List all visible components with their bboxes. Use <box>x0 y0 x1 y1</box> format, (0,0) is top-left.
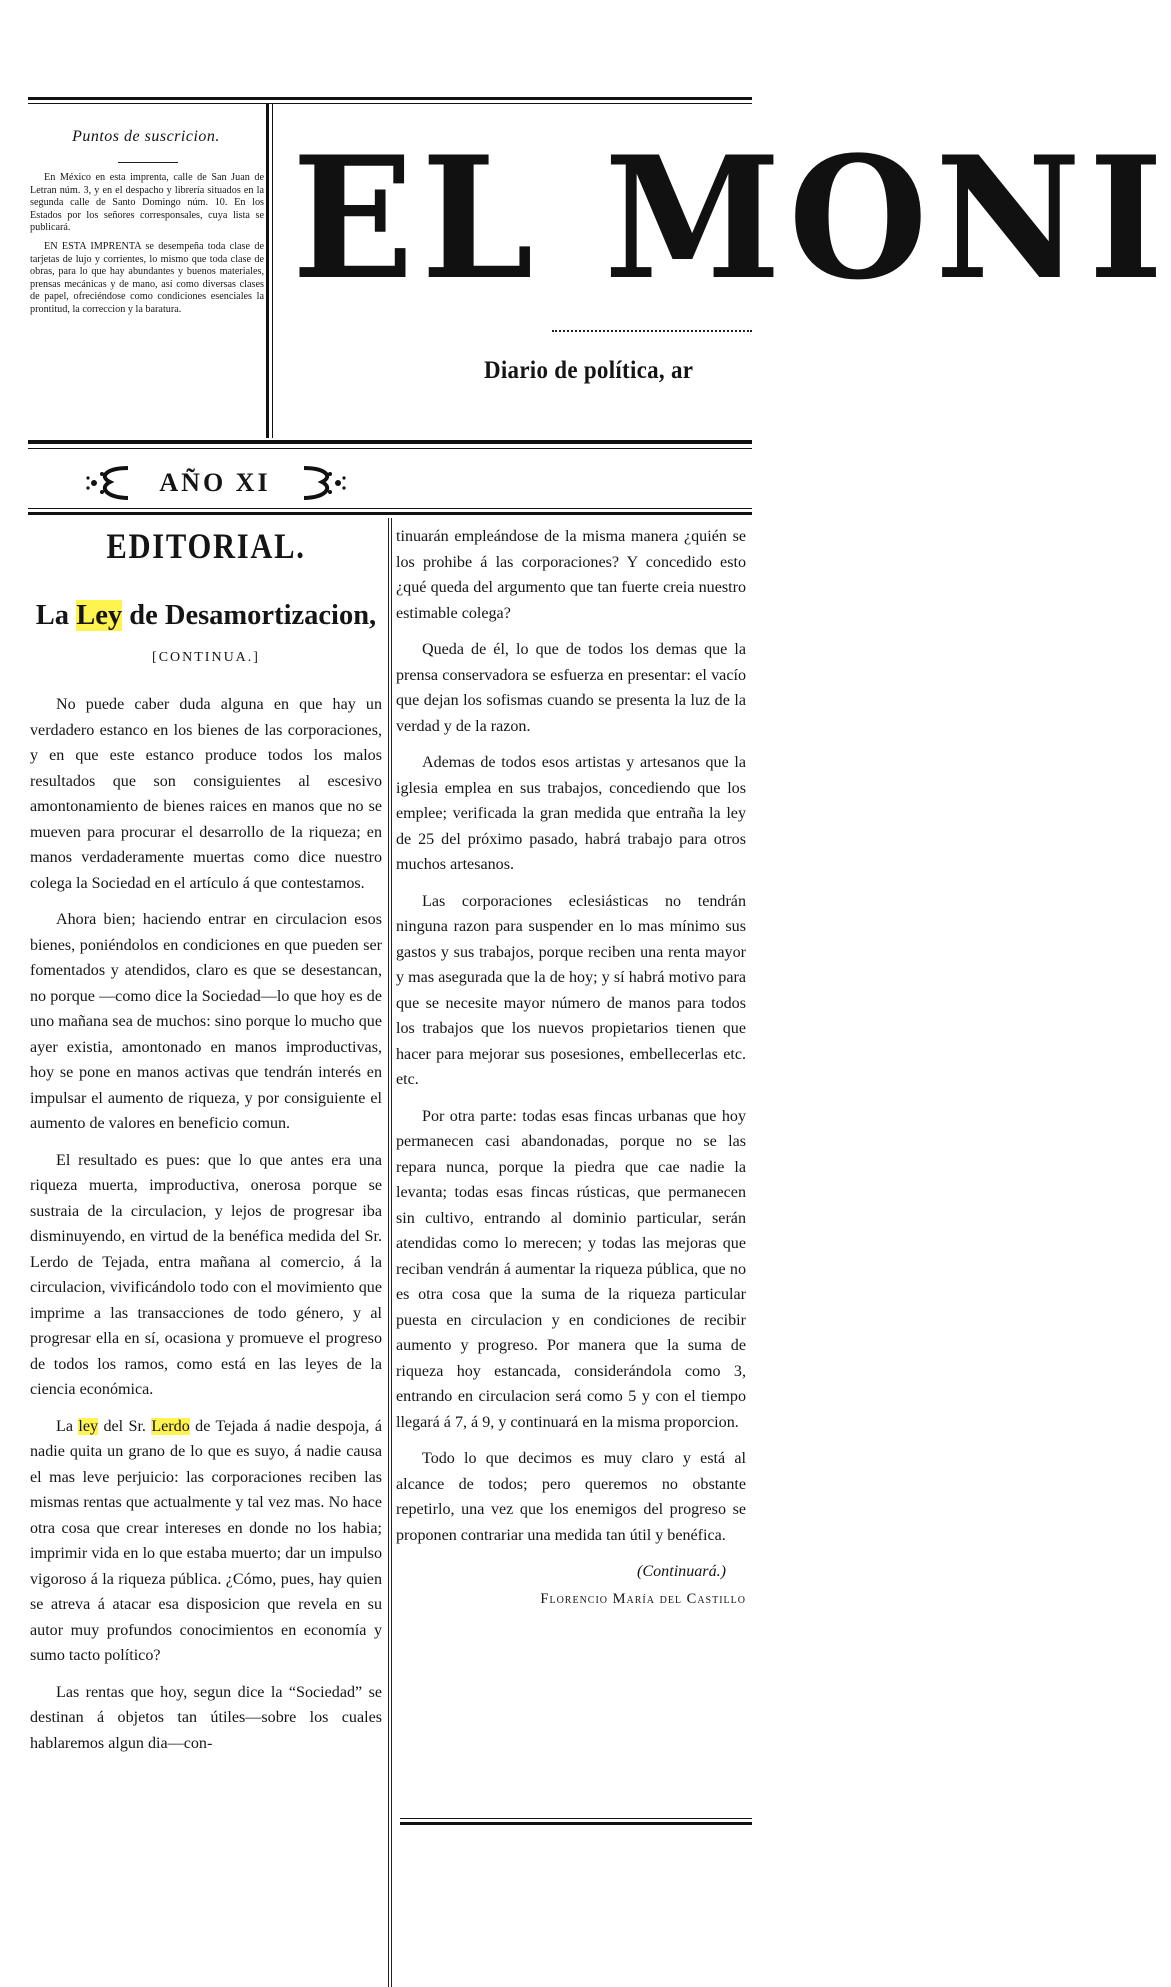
article-paragraph: tinuarán empleándose de la misma manera ¿quién se los prohibe á las corporaciones? Y concedido esto ¿qué queda del argumento que tan fuerte creia nuestro estimable colega? <box>396 528 746 622</box>
title-dotted-rule <box>552 330 752 332</box>
article-paragraph: Por otra parte: todas esas fincas urbanas que hoy permanecen casi abandonadas, porque no se las repara nunca, porque la piedra que cae nadie la levanta; todas esas fincas rústicas, que permanecen sin cultivo, entrando al dominio particular, serán atendidas como lo merecen; y todas las mejoras que reciban vendrán á aumentar la riqueza pública, que no es otra cosa que la suma de la riqueza particular puesta en circulacion y en condiciones de recibir aumento y progreso. Por manera que la suma de riqueza hoy estancada, considerándola como 3, entrando en circulacion será como 5 y con el tiempo llegará á 7, á 9, y continuará en la misma proporcion. <box>396 1107 746 1431</box>
article-paragraph: Ahora bien; haciendo entrar en circulacion esos bienes, poniéndolos en condiciones en que pueden ser fomentados y atendidos, claro es que se desestancan, no porque —como dice la Sociedad—lo que hoy es de uno mañana sea de muchos: sino porque lo mucho que ayer existia, amontonado en manos improductivas, hoy se pone en manos activas que tendrán interés en impulsar el aumento de riqueza, y por consiguiente el aumento de valores en beneficio comun. <box>30 911 382 1132</box>
subscription-info <box>30 172 264 317</box>
masthead-column-separator-thin <box>272 103 273 438</box>
year-label: AÑO XI <box>159 468 271 497</box>
right-column <box>396 524 746 1612</box>
article-paragraph: El resultado es pues: que lo que antes era una riqueza muerta, improductiva, onerosa porque se sustraia de la circulacion, y lejos de progresar iba disminuyendo, en virtud de la benéfica medida del Sr. Lerdo de Tejada, entra mañana al comercio, á la circulacion, vivificándolo todo con el movimiento que imprime a las transacciones de todo género, y al progresar ella en sí, ocasiona y promueve el progreso de todos los ramos, como está en las leyes de la ciencia económica. <box>30 1151 382 1398</box>
year-banner-bottom-rule-thin <box>28 508 752 509</box>
printing-paragraph: EN ESTA IMPRENTA se desempeña toda clase de tarjetas de lujo y corrientes, lo mismo que toda clase de obras, para lo que hay abundantes y buenos materiales, prensas mecánicas y de mano, así como diversas clases de papel, ofreciéndose como condiciones esenciales la prontitud, la correccion y la baratura. <box>30 240 264 315</box>
highlighted-term: ley <box>78 1417 99 1435</box>
continued-label: [CONTINUA.] <box>152 650 260 665</box>
subscription-paragraph: En México en esta imprenta, calle de San Juan de Letran núm. 3, y en el despacho y librería situados en la segunda calle de Santo Domingo núm. 10. En los Estados por los señores corresponsales, cuya lista se publicará. <box>30 172 264 234</box>
article-paragraph: No puede caber duda alguna en que hay un verdadero estanco en los bienes de las corporaciones, y en que este estanco produce todos los malos resultados que son consiguientes al escesivo amontonamiento de bienes raices en manos que no se mueven para procurar el desarrollo de la riqueza; en manos verdaderamente muertas como dice nuestro colega la Sociedad en el artículo á que contestamos. <box>30 696 382 892</box>
highlighted-term: Ley <box>76 600 123 631</box>
subscription-title-rule <box>118 162 178 163</box>
article-title <box>30 600 382 632</box>
newspaper-title: EL MONI <box>292 119 1171 317</box>
year-banner-top-rule <box>28 440 752 444</box>
article-title-part: de Desamortizacion, <box>122 600 377 631</box>
masthead-top-rule-thin <box>28 103 752 104</box>
to-be-continued: (Continuará.) <box>637 1563 726 1580</box>
section-heading: EDITORIAL. <box>106 526 306 566</box>
text-run: de Tejada á nadie despoja, á nadie quita un grano de lo que es suyo, á nadie causa el mas leve perjuicio: las corporaciones reciben las mismas rentas que actualmente y tal vez mas. No hace otra cosa que crear intereses en donde no los habia; imprimir vida en lo que estaba muerto; dar un impulso vigoroso á la riqueza pública. ¿Cómo, pues, hay quien se atreva á atacar esa disposicion que revela en su autor muy profundos conocimientos en economía y sumo tacto político? <box>30 1417 382 1664</box>
right-ornament-icon <box>292 460 352 506</box>
article-end-rule <box>400 1822 752 1825</box>
subscription-title: Puntos de suscricion. <box>72 128 220 145</box>
year-banner-top-rule-thin <box>28 448 752 449</box>
author-signature: Florencio María del Castillo <box>540 1590 746 1607</box>
masthead-top-rule <box>28 97 752 100</box>
left-column <box>30 692 382 1767</box>
article-paragraph: Las corporaciones eclesiásticas no tendrán ninguna razon para suspender en lo mas mínimo sus gastos y sus trabajos, porque reciben una renta mayor y mas asegurada que la de hoy; y sí habrá motivo para que se necesite mayor número de manos para todos los trabajos que los nuevos propietarios tienen que hacer para mejorar sus posesiones, embellecerlas etc. etc. <box>396 892 746 1088</box>
text-run: del Sr. <box>98 1417 152 1435</box>
year-banner-bottom-rule <box>28 512 752 515</box>
text-run: La <box>56 1417 79 1435</box>
article-end-rule-thin <box>400 1818 752 1819</box>
left-ornament-icon <box>80 460 140 506</box>
column-separator <box>388 518 389 1987</box>
masthead-column-separator <box>266 103 269 438</box>
article-paragraph: Ademas de todos esos artistas y artesanos que la iglesia emplea en sus trabajos, concediendo que los emplee; verificada la gran medida que entraña la ley de 25 del próximo pasado, habrá trabajo para otros muchos artesanos. <box>396 754 746 873</box>
article-paragraph: Todo lo que decimos es muy claro y está al alcance de todos; pero queremos no obstante repetirlo, una vez que los enemigos del progreso se proponen contrariar una medida tan útil y benéfica. <box>396 1450 746 1544</box>
newspaper-tagline: Diario de política, ar <box>484 357 694 384</box>
article-paragraph: Las rentas que hoy, segun dice la “Sociedad” se destinan á objetos tan útiles—sobre los cuales hablaremos algun dia—con- <box>30 1683 382 1752</box>
article-paragraph <box>30 1414 382 1669</box>
article-title-part: La <box>35 600 77 631</box>
highlighted-term: Lerdo <box>151 1417 190 1435</box>
year-banner <box>80 460 350 506</box>
article-paragraph: Queda de él, lo que de todos los demas que la prensa conservadora se esfuerza en presentar: el vacío que dejan los sofismas cuando se presenta la luz de la verdad y de la razon. <box>396 641 746 735</box>
column-separator-thin <box>391 518 392 1987</box>
